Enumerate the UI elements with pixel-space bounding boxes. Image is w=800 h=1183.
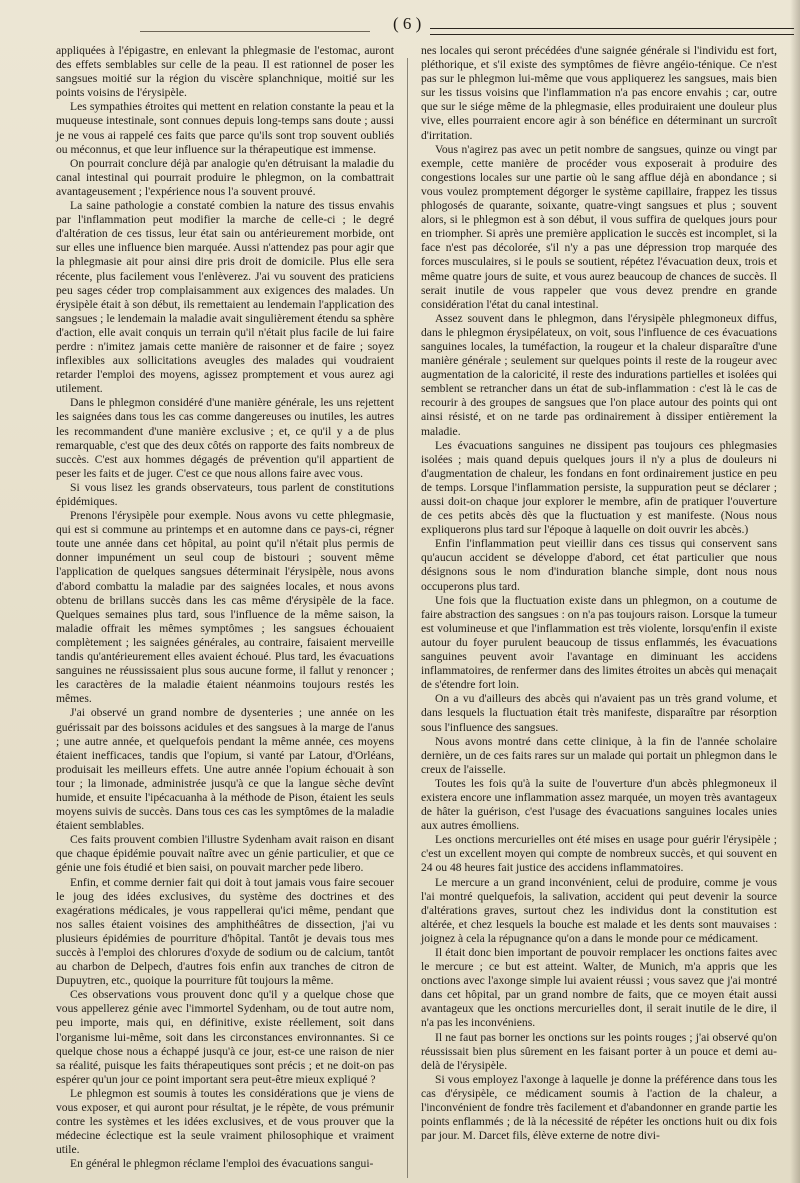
paragraph: Le phlegmon est soumis à toutes les considérations que je viens de vous exposer, et qui auront pour résultat, je le répète, de vous prémunir contre les systèmes et les idées exclusives, et de vous prouver que la médecine éclectique est la seule vraiment philosophique et vraiment utile.	[56, 1086, 394, 1157]
paragraph: Ces faits prouvent combien l'illustre Sydenham avait raison en disant que chaque épidémie pouvait naître avec un génie particulier, et que ce génie une fois étudié et bien saisi, on pouvait marcher pede libero.	[56, 833, 394, 875]
paragraph: nes locales qui seront précédées d'une saignée générale si l'individu est fort, pléthorique, et s'il existe des symptômes de fièvre angéio-ténique. Ce n'est pas sur le phlegmon lui-même que vous appliquerez les sangsues, mais bien sur les tissus voisins que l'inflammation n'a pas encore envahis ; car, outre que sur le siége même de la phlegmasie, elles produiraient une douleur plus vive, elles pourraient encore agir à son bénéfice en déterminant un surcroît d'irritation.	[421, 44, 777, 142]
paragraph: La saine pathologie a constaté combien la nature des tissus envahis par l'inflammation peut modifier la marche de celle-ci ; le degré d'altération de ces tissus, leur état sain ou antérieurement morbide, ont sur elles une influence bien marquée. Aussi n'attendez pas pour agir que la phlegmasie ait pour ainsi dire pris droit de domicile. Plus elle sera récente, plus facilement vous l'enlèverez. J'ai vu souvent des praticiens peu sages céder trop complaisamment aux exigences des malades. Un érysipèle était à son début, ils remettaient au lendemain l'application des sangsues ; le lendemain la maladie avait singulièrement étendu sa sphère d'action, elle avait conquis un terrain qu'il n'était plus facile de lui faire perdre : n'imitez jamais cette manière de raisonner et de faire ; soyez inflexibles aux sollicitations aveugles des malades qui voudraient retarder l'emploi des moyens, agissez promptement et vous aurez agi utilement.	[56, 199, 394, 396]
page-number-value: 6	[402, 14, 412, 33]
page-header	[0, 14, 800, 40]
paragraph: Dans le phlegmon considéré d'une manière générale, les uns rejettent les saignées dans tous les cas comme dangereuses ou inutiles, les autres les recommandent d'une manière exclusive ; et, ce qu'il y a de plus remarquable, c'est que des deux côtés on rapporte des faits nombreux de succès. C'est aux hommes dégagés de prévention qu'il appartient de peser les faits et de juger. C'est ce que nous allons faire avec vous.	[56, 396, 394, 480]
close-paren: )	[415, 14, 422, 33]
paragraph: On a vu d'ailleurs des abcès qui n'avaient pas un très grand volume, et dans lesquels la fluctuation était très manifeste, disparaître par résorption sous l'influence des sangsues.	[421, 692, 777, 734]
paragraph: Les évacuations sanguines ne dissipent pas toujours ces phlegmasies isolées ; mais quand depuis quelques jours il n'y a plus de douleurs ni d'augmentation de chaleur, les fondans en font ordinairement justice en peu de temps. Lorsque l'inflammation persiste, la suppuration peut se déclarer ; aussi doit-on chaque jour explorer le membre, afin de pratiquer l'ouverture de ces petits abcès dès que la fluctuation y est manifeste. (Nous nous expliquerons plus tard sur l'époque à laquelle on doit ouvrir les abcès.)	[421, 438, 777, 537]
paragraph: Les sympathies étroites qui mettent en relation constante la peau et la muqueuse intestinale, sont connues depuis long-temps sans doute ; aussi je ne vous ai rappelé ces faits que parce qu'ils sont trop souvent oubliés ou méconnus, et que leur influence sur la thérapeutique est immense.	[56, 100, 394, 156]
paragraph: Prenons l'érysipèle pour exemple. Nous avons vu cette phlegmasie, qui est si commune au printemps et en automne dans ce pays-ci, régner toute une année dans cet hôpital, au point qu'il n'était plus permis de donner impunément un seul coup de bistouri ; souvent même l'application de quelques sangsues déterminait l'érysipèle, nous avons d'abord combattu la maladie par des saignées locales, et nous avons obtenu de brillans succès dans les cas même d'érysipèle de la face. Quelques semaines plus tard, sous l'influence de la même saison, la maladie offrait les mêmes symptômes ; les sangsues échouaient complètement ; les saignées générales, au contraire, faisaient merveille tandis qu'antérieurement elles avaient échoué. Plus tard, les évacuations sanguines ne réussissaient plus sous aucune forme, il fallut y renoncer ; les caractères de la maladie étaient néanmoins toujours restés les mêmes.	[56, 509, 394, 706]
paragraph: Si vous lisez les grands observateurs, tous parlent de constitutions épidémiques.	[56, 480, 394, 508]
paragraph: Toutes les fois qu'à la suite de l'ouverture d'un abcès phlegmoneux il existera encore une inflammation assez marquée, un moyen très avantageux de hâter la guérison, c'est l'usage des évacuations sanguines locales unies aux autres émolliens.	[421, 776, 777, 833]
column-divider	[407, 58, 408, 1178]
paragraph: Vous n'agirez pas avec un petit nombre de sangsues, quinze ou vingt par exemple, cette manière de procéder vous exposerait à produire des congestions locales sur une partie où le sang afflue déjà en abondance ; si vous voulez promptement dégorger le système capillaire, frappez les tissus phlogosés de quarante, soixante, quatre-vingt sangsues et plus ; souvent alors, si le phlegmon est à son début, il vous suffira de quelques jours pour en triompher. Si après une première application le succès est incomplet, si la face n'est pas décolorée, s'il n'y a pas une dépression trop marquée des forces musculaires, si le pouls se soutient, répétez l'évacuation deux, trois et même quatre jours de suite, et vous aurez beaucoup de chances de succès. Il serait inutile de vous rappeler que vous devez prendre en grande considération l'état du canal intestinal.	[421, 142, 777, 311]
paragraph: Enfin, et comme dernier fait qui doit à tout jamais vous faire secouer le joug des idées exclusives, du système des doctrines et des exagérations médicales, je vous rappellerai qu'ici même, pendant que nos salles étaient voisines des amphithéâtres de dissection, j'ai vu plusieurs épidémies de pourriture d'hôpital. Tantôt je devais tous mes succès à l'emploi des chlorures d'oxyde de sodium ou de calcium, tantôt au charbon de Delpech, d'autres fois enfin aux tranches de citron de Dupuytren, etc., quoique la pourriture fût toujours la même.	[56, 875, 394, 988]
paragraph: Nous avons montré dans cette clinique, à la fin de l'année scholaire dernière, un de ces faits rares sur un malade qui portait un phlegmon dans le creux de l'aisselle.	[421, 734, 777, 776]
paragraph: J'ai observé un grand nombre de dysenteries ; une année on les guérissait par des boissons acidules et des sangsues à la marge de l'anus ; une autre année, et quelquefois pendant la même année, ces moyens étaient inefficaces, tandis que l'opium, si vanté par Latour, d'Orléans, produisait les meilleurs effets. Une autre année l'opium échouait à son tour ; la limonade, administrée jusqu'à ce que la langue sèche devînt humide, et ensuite l'ipécacuanha à la méthode de Pison, étaient les seuls moyens suivis de succès. Dans tous ces cas les symptômes de la maladie étaient semblables.	[56, 706, 394, 833]
left-column	[56, 44, 394, 1172]
paragraph: Si vous employez l'axonge à laquelle je donne la préférence dans tous les cas d'érysipèle, ce médicament soumis à l'action de la chaleur, a l'inconvénient de fondre très facilement et d'abandonner en grande partie les points enflammés ; de là la nécessité de répéter les onctions huit ou dix fois par jour. M. Darcet fils, élève externe de notre divi-	[421, 1072, 777, 1143]
paragraph: Une fois que la fluctuation existe dans un phlegmon, on a coutume de faire abstraction des sangsues : on n'a pas toujours raison. Lorsque la tumeur est volumineuse et que l'inflammation est très violente, lorsqu'enfin il existe autour du foyer purulent beaucoup de tissus enflammés, les évacuations sanguines peuvent avoir l'avantage en diminuant les accidens inflammatoires, de renfermer dans des limites étroites un abcès qui menaçait de s'étendre fort loin.	[421, 593, 777, 692]
paragraph: En général le phlegmon réclame l'emploi des évacuations sangui-	[70, 1157, 374, 1171]
page-number	[393, 14, 421, 34]
paragraph: Ces observations vous prouvent donc qu'il y a quelque chose que vous appellerez génie avec l'immortel Sydenham, ou de tout autre nom, peu importe, mais qui, en définitive, existe réellement, soit dans l'organisme lui-même, soit dans les circonstances environnantes. Si ce quelque chose nous a échappé jusqu'à ce jour, est-ce une raison de nier sa réalité, puisque les faits thérapeutiques sont précis ; et ne doit-on pas espérer qu'un jour ce point important sera peut-être mieux expliqué ?	[56, 988, 394, 1086]
open-paren: (	[393, 14, 399, 33]
paragraph: Les onctions mercurielles ont été mises en usage pour guérir l'érysipèle ; c'est un excellent moyen qui compte de nombreux succès, et qui souvent en 24 ou 48 heures fait justice des accidens inflammatoires.	[421, 833, 777, 875]
paragraph: Il était donc bien important de pouvoir remplacer les onctions faites avec le mercure ; ce but est atteint. Walter, de Munich, m'a appris que les onctions avec l'axonge simple lui avaient réussi ; vous savez que j'ai montré dans cet hôpital, par un grand nombre de faits, que ce moyen était aussi avantageux que les onctions mercurielles dont, il serait inutile de le dire, il n'a pas les inconvéniens.	[421, 946, 777, 1030]
paragraph: appliquées à l'épigastre, en enlevant la phlegmasie de l'estomac, auront des effets semblables sur celle de la peau. Il est rationnel de poser les sangsues moitié sur la région du viscère splanchnique, moitié sur les points voisins de l'érysipèle.	[56, 44, 394, 100]
header-rule-right	[430, 28, 794, 35]
paragraph: Assez souvent dans le phlegmon, dans l'érysipèle phlegmoneux diffus, dans le phlegmon érysipélateux, on voit, sous l'influence de ces évacuations sanguines locales, la tuméfaction, la rougeur et la chaleur disparaître d'une manière générale ; seulement sur quelques points il reste de la rougeur avec augmentation de la caloricité, il reste des indurations partielles et isolées qui semblent se retrancher dans un état de sub-inflammation : c'est là le cas de recourir à des groupes de sangsues que l'on place autour des points qui ont ainsi résisté, et on ne tarde pas ordinairement à dissiper entièrement la maladie.	[421, 311, 777, 438]
page-edge-shadow	[790, 0, 800, 1183]
paragraph: On pourrait conclure déjà par analogie qu'en détruisant la maladie du canal intestinal qui pourrait produire le phlegmon, on la combattrait avantageusement ; l'expérience nous l'a souvent prouvé.	[56, 156, 394, 198]
right-column	[421, 44, 777, 1143]
paragraph: Il ne faut pas borner les onctions sur les points rouges ; j'ai observé qu'on réussissait bien plus sûrement en les faisant porter à un pouce et demi au-delà de l'érysipèle.	[421, 1030, 777, 1072]
paragraph: Le mercure a un grand inconvénient, celui de produire, comme je vous l'ai montré quelquefois, la salivation, accident qui peut devenir la source d'altérations graves, surtout chez les individus dont la constitution est altérée, et chez lesquels la bouche est malade et les dents sont mauvaises : joignez à cela la répugnance qu'on a dans le monde pour ce médicament.	[421, 875, 777, 945]
header-rule-left	[140, 31, 370, 32]
paragraph: Enfin l'inflammation peut vieillir dans ces tissus qui conservent sans qu'aucun accident se développe d'abord, cet état particulier que nous désignons sous le nom d'induration blanche simple, dont nous nous occuperons plus tard.	[421, 537, 777, 593]
